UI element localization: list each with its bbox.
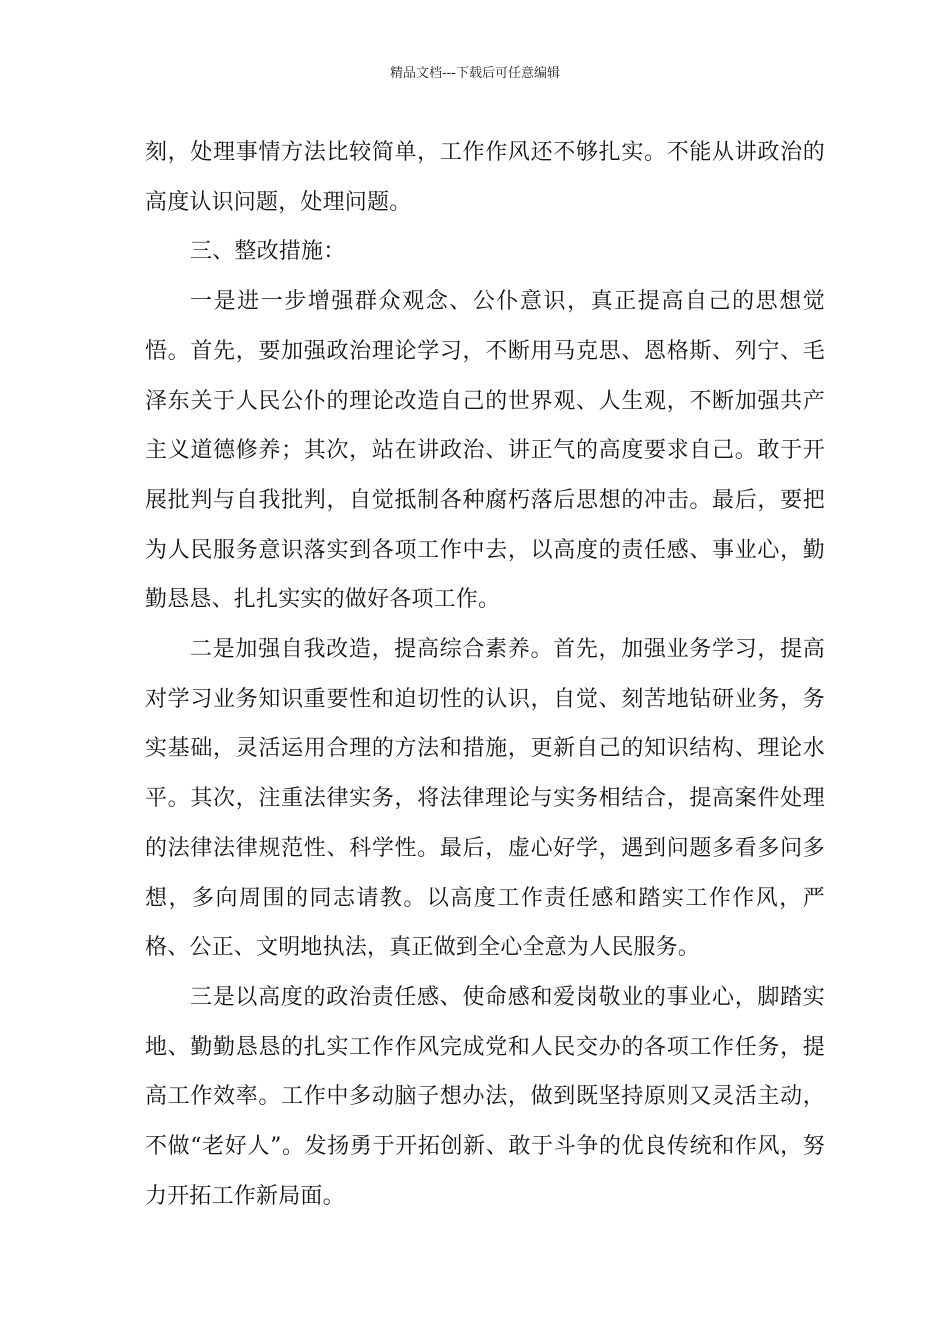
paragraph-measure-one: 一是进一步增强群众观念、公仆意识，真正提高自己的思想觉悟。首先，要加强政治理论学习，不断用马克思、恩格斯、列宁、毛泽东关于人民公仆的理论改造自己的世界观、人生观，不断加强共产主义道德修养；其次，站在讲政治、讲正气的高度要求自己。敢于开展批判与自我批判，自觉抵制各种腐朽落后思想的冲击。最后，要把为人民服务意识落实到各项工作中去，以高度的责任感、事业心，勤勤恳恳、扎扎实实的做好各项工作。 [145,289,825,613]
paragraph-measure-three: 三是以高度的政治责任感、使命感和爱岗敬业的事业心，脚踏实地、勤勤恳恳的扎实工作作风完成党和人民交办的各项工作任务，提高工作效率。工作中多动脑子想办法，做到既坚持原则又灵活主动，不做“老好人”。发扬勇于开拓创新、敢于斗争的优良传统和作风，努力开拓工作新局面。 [145,984,825,1209]
paragraph-measure-two: 二是加强自我改造，提高综合素养。首先，加强业务学习，提高对学习业务知识重要性和迫切性的认识，自觉、刻苦地钻研业务，务实基础，灵活运用合理的方法和措施，更新自己的知识结构、理论水平。其次，注重法律实务，将法律理论与实务相结合，提高案件处理的法律法律规范性、科学性。最后，虚心好学，遇到问题多看多问多想，多向周围的同志请教。以高度工作责任感和踏实工作作风，严格、公正、文明地执法，真正做到全心全意为人民服务。 [145,637,825,961]
section-heading: 三、整改措施： [190,239,346,265]
page-header: 精品文档---下载后可任意编辑 [389,66,561,81]
document-body [145,128,825,1221]
paragraph-continuation: 刻，处理事情方法比较简单，工作作风还不够扎实。不能从讲政治的高度认识问题，处理问题。 [145,140,825,215]
